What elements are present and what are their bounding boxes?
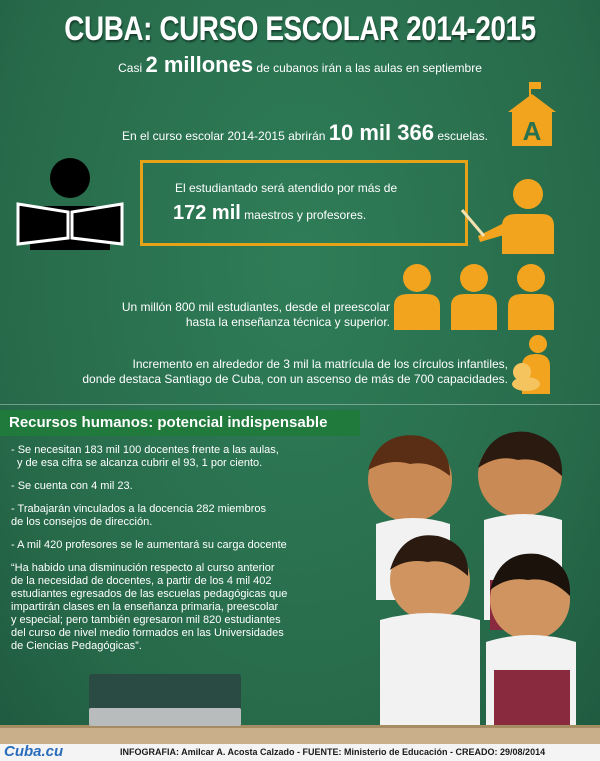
circulos-line2: donde destaca Santiago de Cuba, con un ascenso de más de 700 capacidades. — [82, 372, 508, 386]
section-divider — [0, 404, 600, 405]
svg-text:A: A — [522, 116, 542, 146]
list-item: - Trabajarán vinculados a la docencia 282 miembros de los consejos de dirección. — [11, 503, 266, 528]
list-item: - Se cuenta con 4 mil 23. — [11, 480, 133, 492]
list-item: - Se necesitan 183 mil 100 docentes frente a las aulas, y de esa cifra se alcanza cubrir el 93, 1 por ciento. — [11, 444, 279, 469]
reading-student-icon — [14, 150, 126, 250]
schools-post: escuelas. — [437, 129, 489, 143]
cubasi-logo: Cuba.cu — [4, 743, 64, 760]
students-line1: Un millón 800 mil estudiantes, desde el preescolar — [121, 300, 390, 314]
students-stat — [80, 300, 390, 330]
children-illustration — [340, 420, 600, 730]
recursos-title: Recursos humanos: potencial indispensable — [0, 410, 360, 436]
list-item: - A mil 420 profesores se le aumentará su carga docente — [11, 539, 287, 551]
page-title: CUBA: CURSO ESCOLAR 2014-2015 — [64, 10, 536, 48]
recursos-list — [11, 444, 346, 663]
three-students-icon — [392, 262, 556, 330]
subtitle-post: de cubanos irán a las aulas en septiembre — [256, 61, 482, 75]
eraser-icon — [85, 672, 245, 728]
students-line2: hasta la enseñanza técnica y superior. — [185, 315, 390, 329]
circulos-line1: Incremento en alrededor de 3 mil la matrícula de los círculos infantiles, — [132, 357, 508, 371]
schools-stat — [100, 120, 510, 146]
subtitle-pre: Casi — [118, 61, 143, 75]
teachers-post: maestros y profesores. — [244, 208, 367, 222]
schools-pre: En el curso escolar 2014-2015 abrirán — [121, 129, 326, 143]
teachers-stat — [173, 202, 366, 225]
circulos-stat — [20, 357, 508, 387]
subtitle — [0, 52, 600, 78]
subtitle-number: 2 millones — [145, 52, 254, 77]
credits: INFOGRAFIA: Amilcar A. Acosta Calzado - FUENTE: Ministerio de Educación - CREADO: 29/08/2014 — [120, 747, 546, 757]
schools-number: 10 mil 366 — [328, 120, 434, 145]
teachers-line: El estudiantado será atendido por más de — [175, 181, 398, 195]
mother-baby-icon — [508, 334, 558, 394]
school-building-icon — [505, 82, 559, 148]
teachers-number: 172 mil — [173, 202, 241, 224]
quote: “Ha habido una disminución respecto al curso anterior de la necesidad de docentes, a partir de los 4 mil 402 estudiantes egresados de las escuelas pedagógicas que impartirán clases en la enseñanza primaria, preescolar y especial; pero también egresaron mil 820 estudiantes del curso de nivel medio formados en las Universidades de Ciencias Pedagógicas”. — [11, 562, 288, 652]
teacher-pointing-icon — [458, 176, 558, 254]
